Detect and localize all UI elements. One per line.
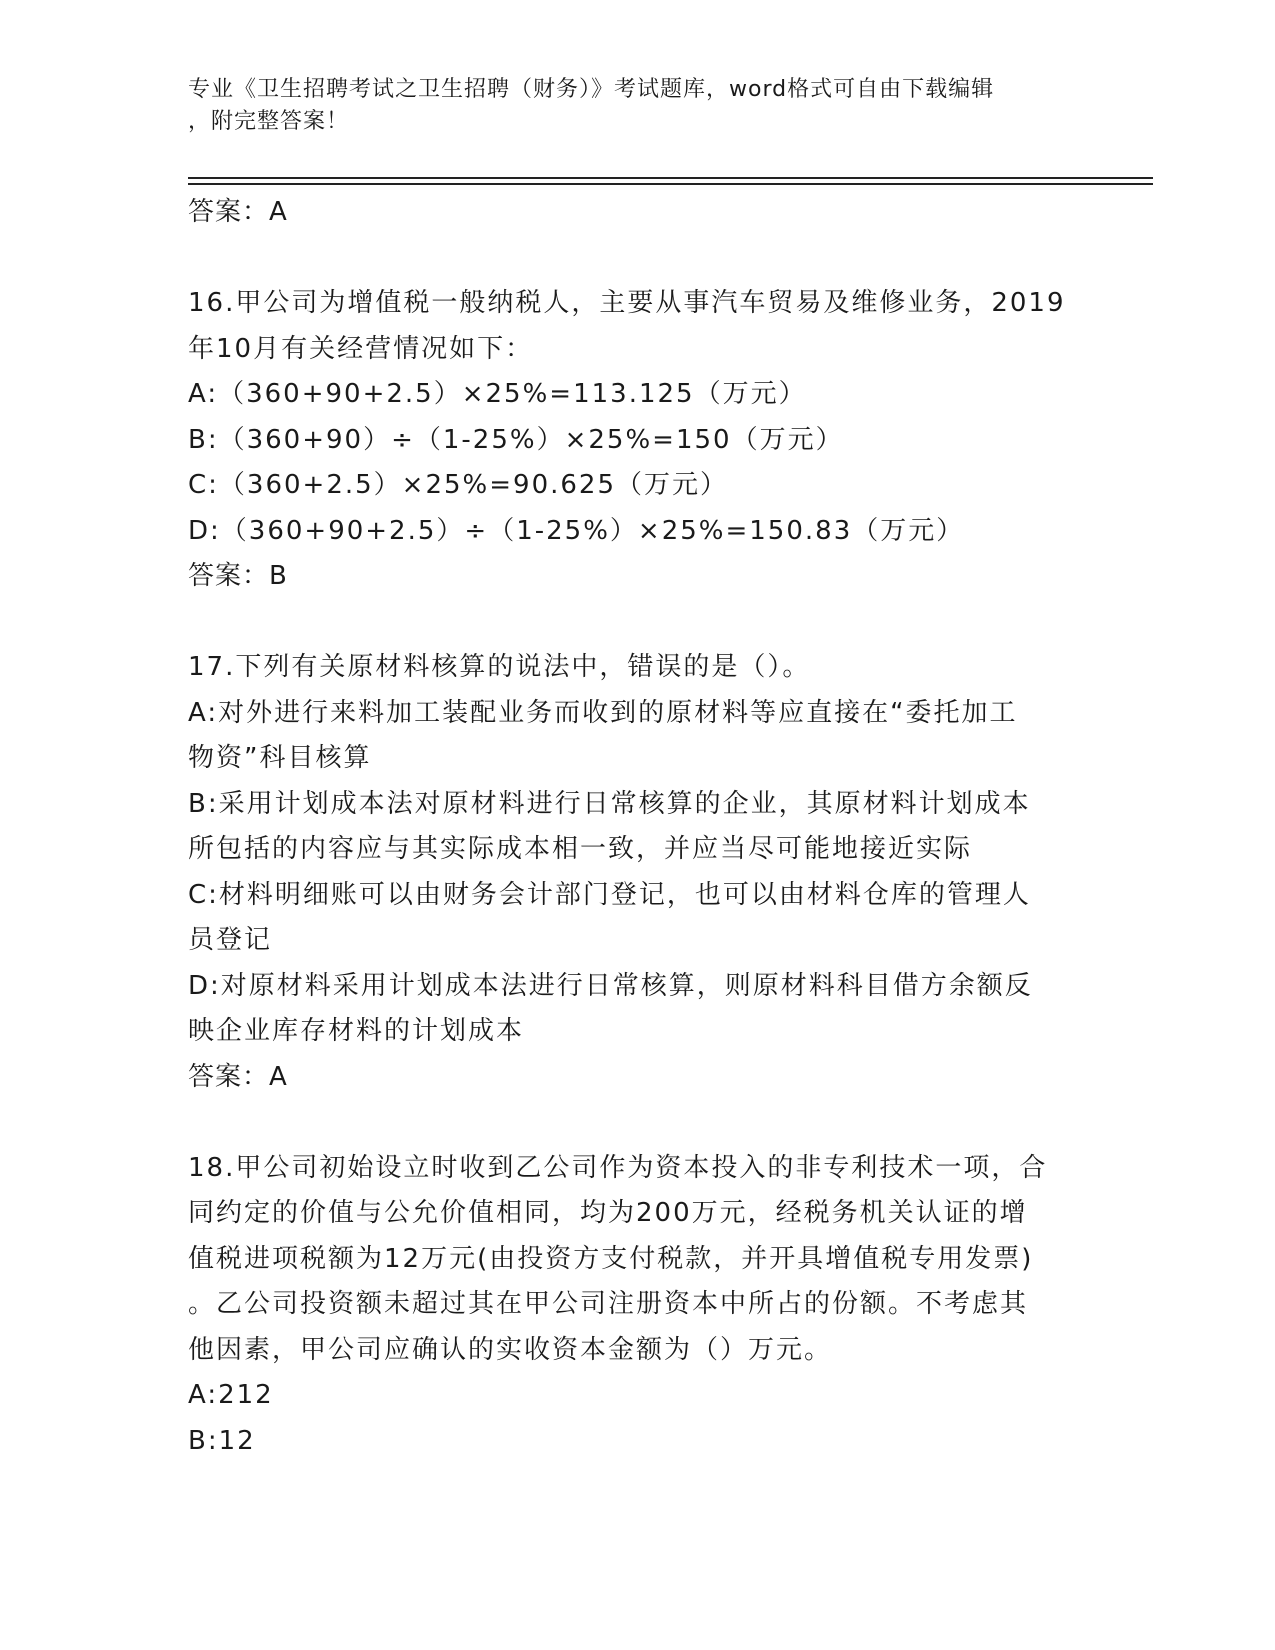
question-18-stem-line-5: 他因素，甲公司应确认的实收资本金额为（）万元。 xyxy=(188,1334,833,1365)
header-divider-top xyxy=(188,177,1153,179)
question-18-option-b: B:12 xyxy=(188,1425,256,1456)
question-18 xyxy=(188,1146,1078,1465)
question-18-stem-line-3: 值税进项税额为12万元(由投资方支付税款，并开具增值税专用发票) xyxy=(188,1243,1034,1274)
question-17-option-d-line-1: D:对原材料采用计划成本法进行日常核算，则原材料科目借方余额反 xyxy=(188,970,1033,1001)
question-18-option-a: A:212 xyxy=(188,1380,274,1410)
question-16-stem-line-2: 年10月有关经营情况如下： xyxy=(188,333,534,364)
question-17 xyxy=(188,645,1078,1100)
question-16-option-b: B:（360+90）÷（1-25%）×25%=150（万元） xyxy=(188,424,844,455)
question-17-option-c-line-1: C:材料明细账可以由财务会计部门登记，也可以由材料仓库的管理人 xyxy=(188,879,1031,910)
question-18-stem-line-2: 同约定的价值与公允价值相同，均为200万元，经税务机关认证的增 xyxy=(188,1198,1028,1228)
question-17-option-b-line-1: B:采用计划成本法对原材料进行日常核算的企业，其原材料计划成本 xyxy=(188,788,1031,819)
header-divider-bottom xyxy=(188,183,1153,185)
question-16-option-d: D:（360+90+2.5）÷（1-25%）×25%=150.83（万元） xyxy=(188,515,965,546)
document-header xyxy=(188,74,1068,138)
question-18-stem-line-4: 。乙公司投资额未超过其在甲公司注册资本中所占的份额。不考虑其 xyxy=(188,1289,1029,1319)
header-line-2: ，附完整答案！ xyxy=(188,109,350,134)
question-17-option-a-line-1: A:对外进行来料加工装配业务而收到的原材料等应直接在“委托加工 xyxy=(188,697,1018,728)
question-17-stem-line-1: 17.下列有关原材料核算的说法中，错误的是（）。 xyxy=(188,652,811,682)
question-16-answer: 答案：B xyxy=(188,561,288,591)
question-16-option-a: A:（360+90+2.5）×25%=113.125（万元） xyxy=(188,379,807,409)
question-17-answer: 答案：A xyxy=(188,1061,288,1092)
previous-answer: 答案：A xyxy=(188,197,288,227)
question-18-stem-line-1: 18.甲公司初始设立时收到乙公司作为资本投入的非专利技术一项，合 xyxy=(188,1152,1048,1183)
question-17-option-c-line-2: 员登记 xyxy=(188,925,273,955)
spacer xyxy=(188,600,1078,646)
spacer xyxy=(188,1100,1078,1146)
header-line-1: 专业《卫生招聘考试之卫生招聘（财务）》考试题库，word格式可自由下载编辑 xyxy=(188,77,995,102)
question-16 xyxy=(188,281,1078,600)
question-17-option-d-line-2: 映企业库存材料的计划成本 xyxy=(188,1016,525,1046)
question-16-stem-line-1: 16.甲公司为增值税一般纳税人，主要从事汽车贸易及维修业务，2019 xyxy=(188,288,1066,318)
question-content xyxy=(188,190,1078,1464)
question-17-option-a-line-2: 物资”科目核算 xyxy=(188,743,372,773)
question-17-option-b-line-2: 所包括的内容应与其实际成本相一致，并应当尽可能地接近实际 xyxy=(188,834,973,864)
spacer xyxy=(188,236,1078,282)
question-16-option-c: C:（360+2.5）×25%=90.625（万元） xyxy=(188,470,729,500)
